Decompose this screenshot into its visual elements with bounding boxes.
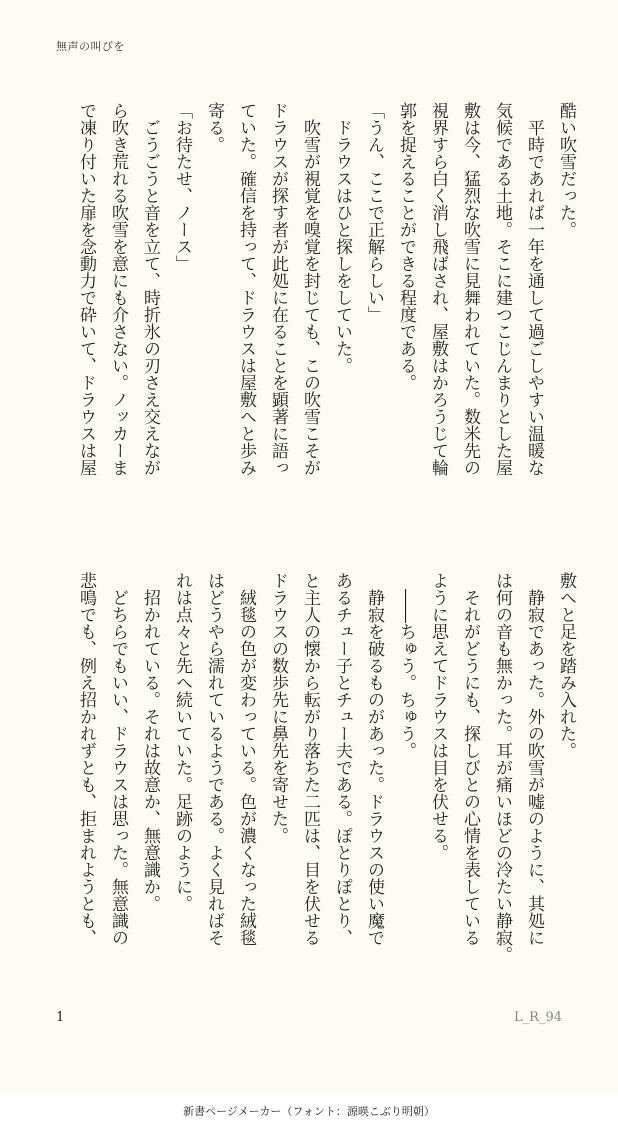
text-line: 郭を捉えることができる程度である。 — [396, 102, 416, 391]
text-line: 静寂であった。外の吹雪が嘘のように、其処に — [524, 572, 544, 946]
text-line: 静寂を破るものがあった。ドラウスの使い魔で — [364, 572, 384, 946]
text-line: ように思えてドラウスは目を伏せる。 — [428, 572, 448, 861]
text-line: ――ちゅう。ちゅう。 — [396, 572, 416, 759]
text-line: で凍り付いた扉を念動力で砕いて、ドラウスは屋 — [76, 102, 96, 476]
text-line: ら吹き荒れる吹雪を意にも介さない。ノッカーま — [108, 102, 128, 476]
text-line: 招かれている。それは故意か、無意識か。 — [140, 572, 160, 912]
page-code: L_R_94 — [514, 1010, 562, 1025]
text-line: 「うん、ここで正解らしい」 — [364, 102, 384, 323]
text-line: 酷い吹雪だった。 — [556, 102, 576, 238]
text-line: 寄る。 — [204, 102, 224, 153]
text-line: ドラウスの数歩先に鼻先を寄せた。 — [268, 572, 288, 844]
text-line: 吹雪が視覚を嗅覚を封じても、この吹雪こそが — [300, 102, 320, 476]
text-line: と主人の懐から転がり落ちた二匹は、目を伏せる — [300, 572, 320, 946]
text-line: 視界すら白く消し飛ばされ、屋敷はかろうじて輪 — [428, 102, 448, 476]
upper-columns — [48, 102, 582, 502]
text-line: は何の音も無かった。耳が痛いほどの冷たい静寂。 — [492, 572, 512, 963]
text-line: 敷へと足を踏み入れた。 — [556, 572, 576, 759]
text-line: 絨毯の色が変わっている。色が濃くなった絨毯 — [236, 572, 256, 946]
text-line: ドラウスはひと探しをしていた。 — [332, 102, 352, 374]
text-line: 「お待たせ、ノース」 — [172, 102, 192, 272]
text-line: 平時であれば一年を通して過ごしやすい温暖な — [524, 102, 544, 476]
text-line: あるチュー子とチュー夫である。ぽとりぽとり、 — [332, 572, 352, 946]
text-line: 悲鳴でも、例え招かれずとも、拒まれようとも、 — [76, 572, 96, 946]
text-line: それがどうにも、探しびとの心情を表している — [460, 572, 480, 946]
lower-text-block — [48, 572, 582, 972]
text-line: 敷は今、猛烈な吹雪に見舞われていた。数米先の — [460, 102, 480, 476]
text-line: はどうやら濡れているようである。よく見ればそ — [204, 572, 224, 946]
footer-credit: 新書ページメーカー（フォント：源暎こぶり明朝） — [183, 1105, 435, 1118]
upper-text-block — [48, 102, 582, 502]
page-number: 1 — [56, 1010, 65, 1025]
lower-columns — [48, 572, 582, 972]
text-line: ドラウスが探す者が此処に在ることを顕著に語っ — [268, 102, 288, 476]
text-line: ごうごうと音を立て、時折氷の刃さえ交えなが — [140, 102, 160, 476]
text-line: ていた。確信を持って、ドラウスは屋敷へと歩み — [236, 102, 256, 476]
running-header: 無声の叫びを — [56, 40, 125, 53]
text-line: 気候である土地。そこに建つこじんまりとした屋 — [492, 102, 512, 476]
text-line: どちらでもいい、ドラウスは思った。無意識の — [108, 572, 128, 946]
text-line: れは点々と先へ続いていた。足跡のように。 — [172, 572, 192, 912]
